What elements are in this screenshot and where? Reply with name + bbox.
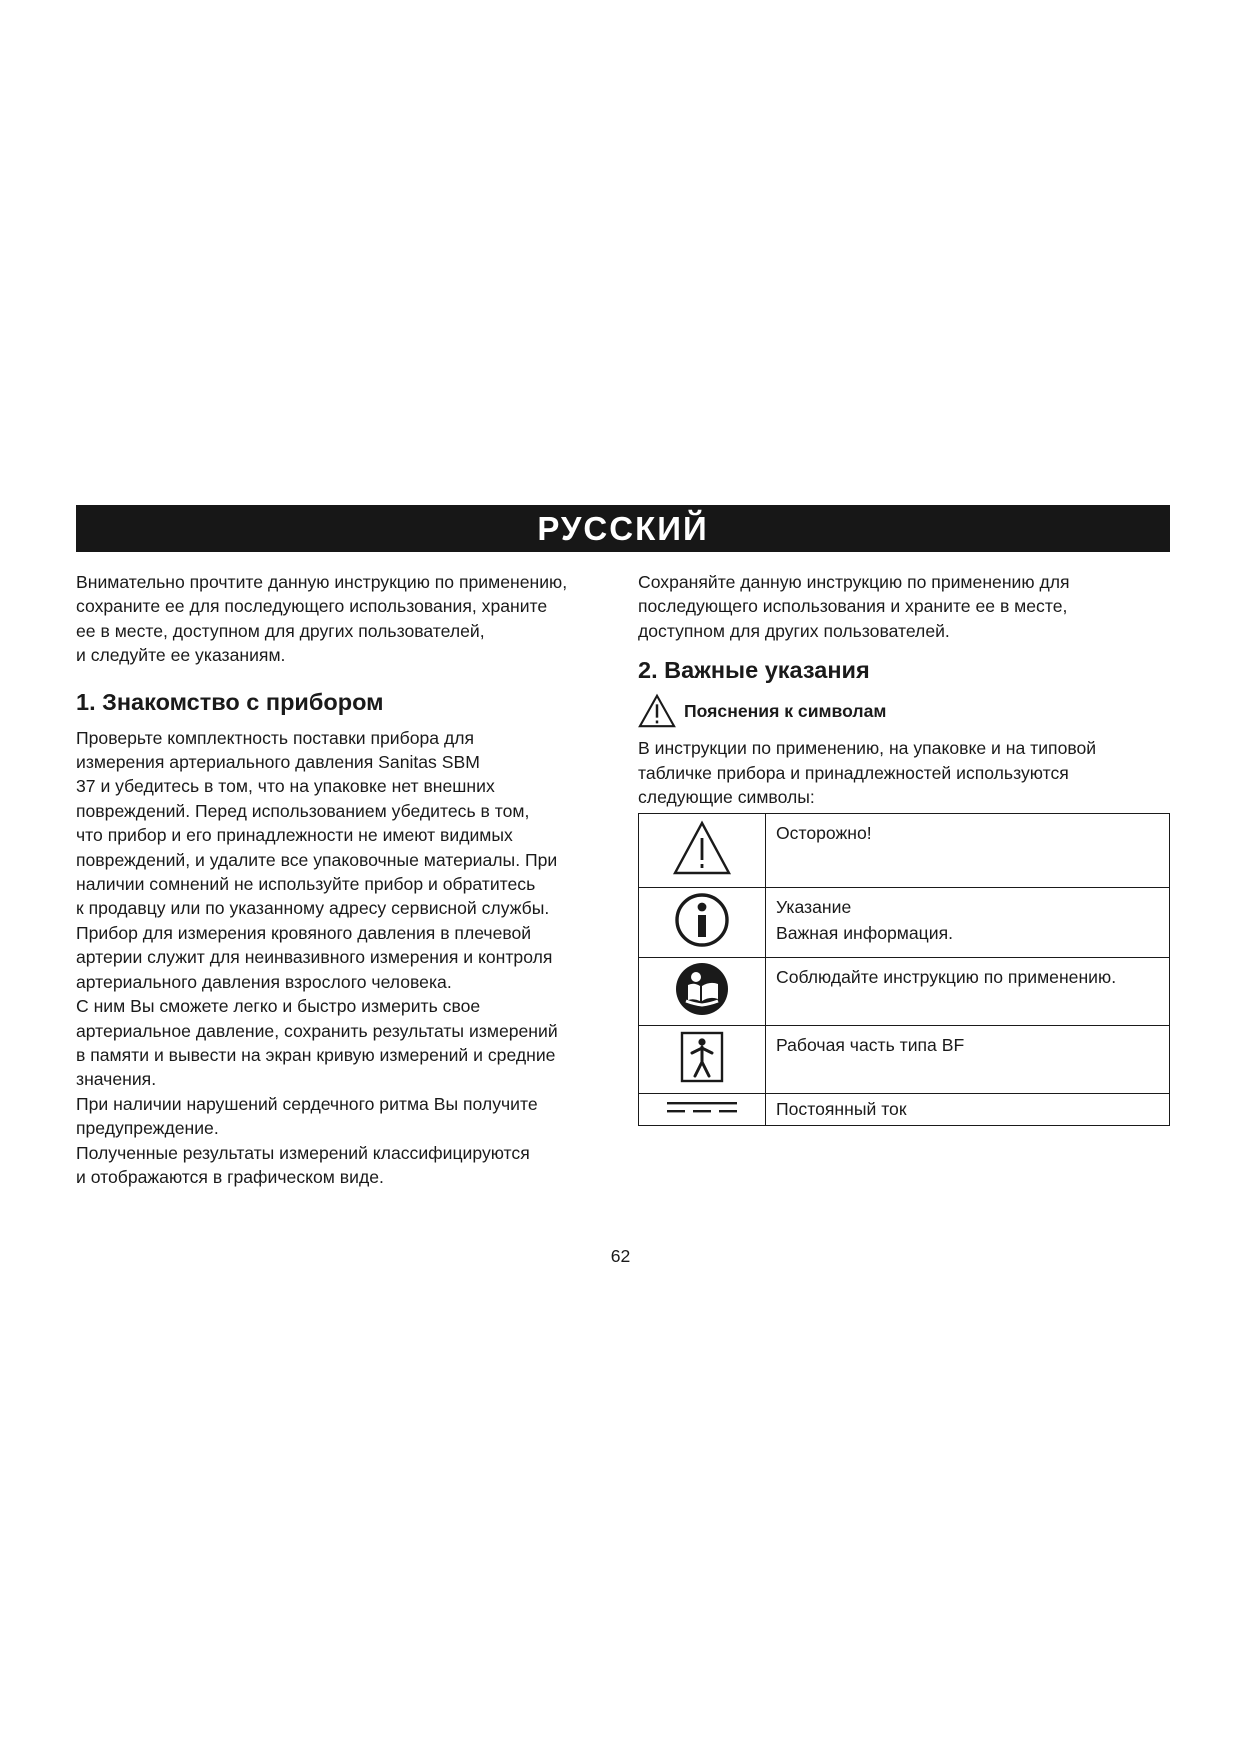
- info-icon: [674, 892, 730, 948]
- type-bf-applied-part-icon: [680, 1031, 724, 1083]
- symbols-subheading: [638, 692, 1170, 730]
- symbol-caution-text: Осторожно!: [766, 814, 1170, 888]
- section-1-heading: 1. Знакомство с прибором: [76, 688, 384, 715]
- symbols-table: [638, 813, 1170, 1126]
- warning-triangle-icon: [638, 693, 676, 729]
- symbol-bf-part-text: Рабочая часть типа BF: [766, 1026, 1170, 1094]
- right-column: [638, 570, 1170, 1126]
- language-banner: [76, 505, 1170, 552]
- section-1-body: Проверьте комплектность поставки прибора для измерения артериального давления Sanitas SBM 37 и убедитесь в том, что на упаковке нет внешних повреждений. Перед использованием убедитесь в том, что прибор и его принадлежности не имеют видимых повреждений, и удалите все упаковочные материалы. При наличии сомнений не используйте прибор и обратитесь к продавцу или по указанному адресу сервисной службы. Прибор для измерения кровяного давления в плечевой артерии служит для неинвазивного измерения и контроля артериального давления взрослого человека. С ним Вы сможете легко и быстро измерить свое артериальное давление, сохранить результаты измерений в памяти и вывести на экран кривую измерений и средние значения. При наличии нарушений сердечного ритма Вы получите предупреждение. Полученные результаты измерений классифицируются и отображаются в графическом виде.: [76, 727, 558, 1187]
- section-2-heading: 2. Важные указания: [638, 657, 870, 684]
- direct-current-icon: [665, 1097, 739, 1117]
- keep-instructions-paragraph: Сохраняйте данную инструкцию по применению для последующего использования и храните ее в месте, доступном для других пользователей.: [638, 572, 1070, 641]
- symbol-direct-current-text: Постоянный ток: [766, 1094, 1170, 1126]
- page-number: 62: [610, 1246, 631, 1266]
- table-row: [639, 814, 1170, 888]
- table-row: [639, 1094, 1170, 1126]
- symbol-note-text: Указание Важная информация.: [766, 888, 1170, 958]
- read-manual-icon: [674, 961, 730, 1017]
- symbol-follow-instructions-text: Соблюдайте инструкцию по применению.: [766, 958, 1170, 1026]
- warning-triangle-icon: [672, 820, 732, 876]
- table-row: [639, 958, 1170, 1026]
- left-column: [76, 570, 616, 1189]
- banner-title: РУССКИЙ: [537, 509, 709, 547]
- table-row: [639, 888, 1170, 958]
- symbols-intro: В инструкции по применению, на упаковке и на типовой табличке прибора и принадлежностей используются следующие символы:: [638, 738, 1097, 808]
- symbols-subheading-label: Пояснения к символам: [684, 700, 887, 721]
- intro-paragraph: Внимательно прочтите данную инструкцию по применению, сохраните ее для последующего использования, храните ее в месте, доступном для других пользователей, и следуйте ее указаниям.: [76, 572, 568, 666]
- table-row: [639, 1026, 1170, 1094]
